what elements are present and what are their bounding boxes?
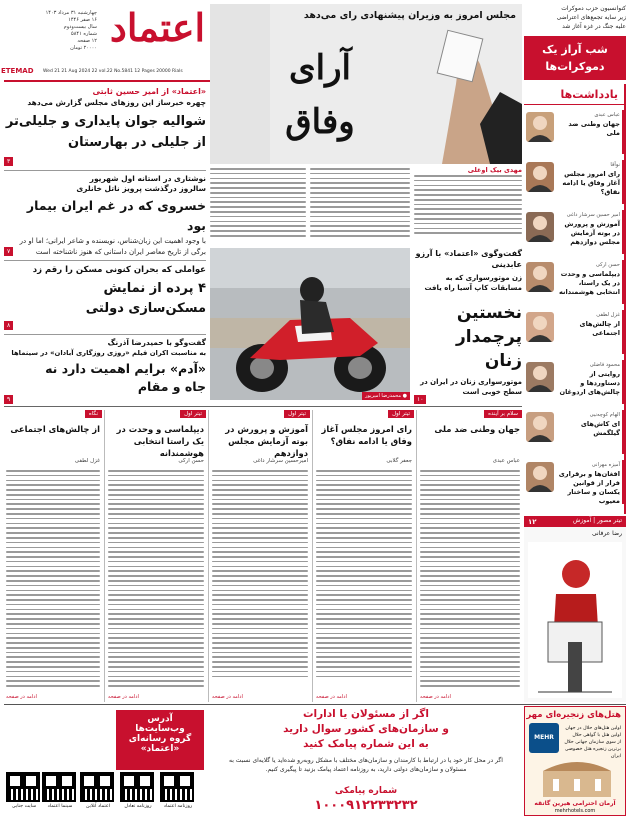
note-title: دیپلماسی و وحدت در یک راستا، انتخابی هوشمندانه [559,270,620,296]
motorcycle-head: نخستین پرچمدار زنان [455,303,522,371]
story-khanlari-kicker: نوشتاری در استانه اول شهریور [89,174,206,183]
ad-mehr-item: اولین هتل با گواهی حلال [572,733,621,738]
promo-sms-line2: و سازمان‌های کشور سوال دارید [283,723,449,735]
qr-label: سایت جنایی [11,804,37,809]
qr-label: روزنامه اعتماد [163,804,193,809]
cartoon-box[interactable] [524,516,626,702]
story-sabeti-head: شوالیه جوان پایداری و جلیلی‌تر از جلیلی در بهارستان [5,114,206,150]
note-marker [622,360,624,404]
cartoon-author: رضا عرفانی [592,530,622,537]
opinion-tag: سلام بر آینده [484,410,522,418]
story-azarang-head: «آدم» برایم اهمیت دارد نه جاه و مقام [45,361,206,394]
note-title: افغان‌ها و برقراری فرار از قوانین یکسان و ساختار معیوب [558,470,620,505]
opinion-body [212,470,308,680]
note-marker [622,310,624,354]
note-marker [622,460,624,504]
promo-websites-l3: گروه رسانه‌ای [128,734,192,744]
note-marker [622,410,624,454]
opinion-headline: آموزش و پرورش در بوته آزمایش مجلس دوازدهم [225,424,308,458]
opinion-tag: تیتر اول [388,410,414,418]
opinion-tag: نگاه [85,410,102,418]
author-avatar [526,262,554,292]
note-item[interactable] [524,260,624,306]
photo-credit-text: محمدرضا امیرپور [365,393,402,399]
promo-sms-line3: به این شماره پیامک کنید [303,738,429,750]
cartoon-header [524,516,626,527]
story-housing-head: ۴ پرده از نمایش مسکن‌سازی دولتی [85,281,206,316]
ad-mehr-logo [529,723,559,753]
story-khanlari-head: خسروی که در غم ایران بیمار بود [26,198,206,233]
opinion-headline: رای امروز مجلس آغاز وفاق یا ادامه نفاق؟ [321,424,412,446]
ad-mehr-title: هتل‌های زنجیره‌ای مهر [526,710,621,720]
column-divider [416,410,417,702]
masthead-info-line: Wed 21 21 Aug 2024 22 vol.22 No.5841 12 Pages 20000 Rials [43,69,183,74]
ad-mehr-brand: MEHR [534,734,554,741]
note-marker [622,160,624,204]
promo-sms-label: شماره پیامکی [334,786,398,796]
author-avatar [526,162,554,192]
center-author [414,166,522,244]
opinion-column[interactable] [210,410,310,702]
note-author: آمیزه مهرانی [591,462,620,468]
note-item[interactable] [524,410,624,456]
story-azarang[interactable] [4,338,206,404]
author-avatar [526,462,554,492]
qr-code-icon[interactable] [160,772,194,802]
qr-label: سینما اعتماد [47,804,73,809]
opinion-headline: دیپلماسی و وحدت در یک راستا انتخابی هوشمندانه [116,424,204,458]
masthead-issue: شماره ۵۸۴۱ [71,31,97,37]
story-azarang-page: ۹ [4,395,13,404]
top-news-line-2: زیر سایه تجمع‌های اعتراضی [556,14,626,21]
note-title: رای امروز مجلس آغاز وفاق یا ادامه نفاق؟ [562,170,620,196]
motorcycle-story[interactable] [414,248,522,404]
promo-websites-box [116,710,204,770]
opinion-tag: تیتر اول [180,410,206,418]
story-khanlari-body: با وجود اهمیت این زبان‌شناس، نویسنده و شاعر ایرانی؛ اما او در برگی از تاریخ معاصر ایران داستانی که هنوز ناشناخته است [19,237,206,256]
masthead-date-hijri: ۱۶ صفر ۱۴۴۶ [68,17,97,23]
top-news-box[interactable] [524,4,626,82]
opinion-body [108,470,204,696]
qr-label: روزنامه تعادل [124,804,152,809]
continue-link[interactable]: ادامه در صفحه [108,694,139,700]
qr-code-icon[interactable] [80,772,114,802]
opinion-column[interactable] [418,410,522,702]
column-divider [104,410,105,702]
continue-link[interactable]: ادامه در صفحه [316,694,347,700]
story-sabeti-kicker: «اعتماد» از امیر حسین ثابتی [92,87,206,96]
promo-websites-l1: آدرس [147,714,173,724]
cartoon-illustration [528,542,622,698]
cartoon-page: ۱۲ [528,518,537,526]
note-author: نوآقا [610,162,620,168]
note-item[interactable] [524,310,624,356]
note-item[interactable] [524,460,624,506]
opinion-body [6,470,100,696]
opinion-headline: از چالش‌های اجتماعی [10,424,100,434]
promo-sms-line1: اگر از مسئولان یا ادارات [302,708,429,720]
masthead-date [7,10,97,52]
note-item[interactable] [524,160,624,206]
top-news-line-1: کنوانسیون حزب دموکرات [561,5,626,12]
top-news-headline-box [524,36,626,80]
lead-kicker: مجلس امروز به وزیران پیشنهادی رای می‌دهد [303,10,516,21]
story-sabeti[interactable] [4,86,206,168]
opinion-author: امیرحسین سرشار داغی [253,458,308,464]
note-author: عباس عبدی [594,112,620,118]
opinion-body [420,470,520,696]
qr-code-icon[interactable] [120,772,154,802]
opinion-column[interactable] [314,410,414,702]
opinion-author: حسن ارکی [178,458,204,464]
cartoon-tag: تیتر مصور | آموزش [573,517,622,524]
qr-label: اعتماد آنلاین [85,804,111,809]
note-author: غزل لطفی [596,312,620,318]
author-avatar [526,212,554,242]
masthead-year: سال بیست‌ودوم [63,24,97,30]
masthead-price: ۲۰۰۰۰ تومان [70,45,97,51]
masthead-latin: ETEMAD [1,67,34,75]
motorcycle-page: ۱۰ [414,395,426,404]
note-author: امیر حسین سرشار داغی [566,212,620,218]
center-body-left [210,168,306,244]
promo-sms-number: ۱۰۰۰۹۱۲۲۳۳۲۳۲ [314,798,418,813]
opinion-headline: جهان وطنی ضد ملی [434,424,520,434]
ad-mehr-item: اولین هتل‌های حلال در جهان [565,726,621,731]
continue-link[interactable]: ادامه در صفحه [212,694,243,700]
masthead-date-fa: چهارشنبه ۳۱ مرداد ۱۴۰۳ [45,10,97,16]
motorcycle-kicker: گفت‌وگوی «اعتماد» با آرزو عابدینی [415,249,522,269]
opinion-column[interactable] [106,410,206,702]
story-sabeti-page: ۳ [4,157,13,166]
masthead [1,4,215,84]
promo-websites-l2: وب‌سایت‌ها [135,724,185,734]
ad-mehr-url: mehrhotels.com [554,808,596,814]
top-news-line-3: علیه جنگ در غزه آغاز شد [562,23,626,30]
opinion-column[interactable] [4,410,102,702]
lead-headline-2: وفاق [285,102,355,142]
photo-credit [362,392,410,400]
opinion-author: غزل لطفی [74,458,100,464]
ad-mehr-item: از سوی سازمان جهانی حلال [564,740,621,745]
story-khanlari[interactable] [4,174,206,254]
opinion-author: جعفر گلابی [386,458,412,464]
note-title: آموزش و پرورش در بوته آزمایش مجلس دوازدهم [564,220,620,246]
continue-link[interactable]: ادامه در صفحه [6,694,37,700]
continue-link[interactable]: ادامه در صفحه [420,694,451,700]
note-title: جهان وطنی ضد ملی [568,120,620,137]
story-housing[interactable] [4,264,206,330]
story-azarang-sub: به مناسبت اکران فیلم «روزی روزگاری آبادان» در سینماها [11,349,206,357]
promo-websites-l4: «اعتماد» [140,744,180,754]
note-title: روایتی از دستاوردها و چالش‌های اردوغان [559,370,620,396]
note-item[interactable] [524,110,624,156]
story-sabeti-sub: چهره خبرساز این روزهای مجلس گزارش می‌دهد [27,98,206,107]
camera-icon: ● [402,393,407,399]
promo-sms[interactable] [210,706,522,816]
note-marker [622,210,624,254]
note-author: الهام کوچه‌نیی [589,412,620,418]
story-housing-page: ۸ [4,321,13,330]
motorcycle-deck: موتورسواری زنان در ایران در سطح خوبی است [420,378,522,396]
center-author-name: مهدی بیک اوغلی [467,166,522,174]
note-marker [622,110,624,154]
center-body-mid [310,168,410,244]
promo-sms-body: اگر در محل کار خود یا در ارتباط با کارمندان و سازمان‌های مختلف با مشکل روبه‌رو شده‌اید یا گلایه‌ای نسبت به مسئولان و سازمان‌های دولتی دارید، به روزنامه اعتماد پیامک بزنید تا پیگیری کنیم. [229,757,503,773]
ad-mehr-building-icon [533,761,621,797]
qr-code-icon[interactable] [6,772,40,802]
story-housing-kicker: عواملی که بحران کنونی مسکن را رقم زد [32,265,206,275]
ad-mehr-item: برترین زنجیره هتل خصوصی ایران [564,747,621,759]
note-title: ای کاش‌های گیلگمش [580,420,620,437]
opinion-tag: تیتر اول [284,410,310,418]
opinion-body [316,470,412,678]
note-author: محمود فاضلی [589,362,620,368]
note-item[interactable] [524,210,624,256]
qr-code-icon[interactable] [42,772,76,802]
motorcycle-sub: زن موتورسواری که به مسابقات کاپ آسیا راه یافت [424,274,522,292]
story-khanlari-sub: سالروز درگذشت پرویز ناتل خانلری [76,184,206,193]
note-marker [622,260,624,304]
column-divider [208,410,209,702]
motorcycle-photo[interactable] [210,248,410,400]
note-author: حسن ارکی [595,262,620,268]
column-divider [312,410,313,702]
note-item[interactable] [524,360,624,406]
top-news-headline: شب آراز یک دموکرات‌ها [542,43,608,73]
author-avatar [526,412,554,442]
lead-headline-1: آرای [289,48,351,88]
opinion-author: عباس عبدی [492,458,520,464]
ad-mehr-footer: آرمان احترامی هیرین گاتقه [534,800,616,807]
story-khanlari-page: ۷ [4,247,13,256]
top-news-sub [524,4,626,31]
lead-story[interactable] [210,4,522,164]
promo-websites[interactable] [4,706,206,816]
masthead-pages: ۱۲ صفحه [77,38,97,44]
ad-mehr-items [559,725,621,760]
notes-title: یادداشت‌ها [560,88,618,101]
left-stories [4,86,206,404]
ad-mehr-hotels[interactable] [524,706,626,816]
note-title: از چالش‌های اجتماعی [579,320,620,337]
masthead-logo: اعتماد [109,5,206,50]
author-avatar [526,312,554,342]
author-avatar [526,112,554,142]
story-azarang-kicker: گفت‌وگو با حمیدرضا آذرنگ [107,338,206,347]
author-avatar [526,362,554,392]
motorcycle-photo-svg [210,248,410,400]
